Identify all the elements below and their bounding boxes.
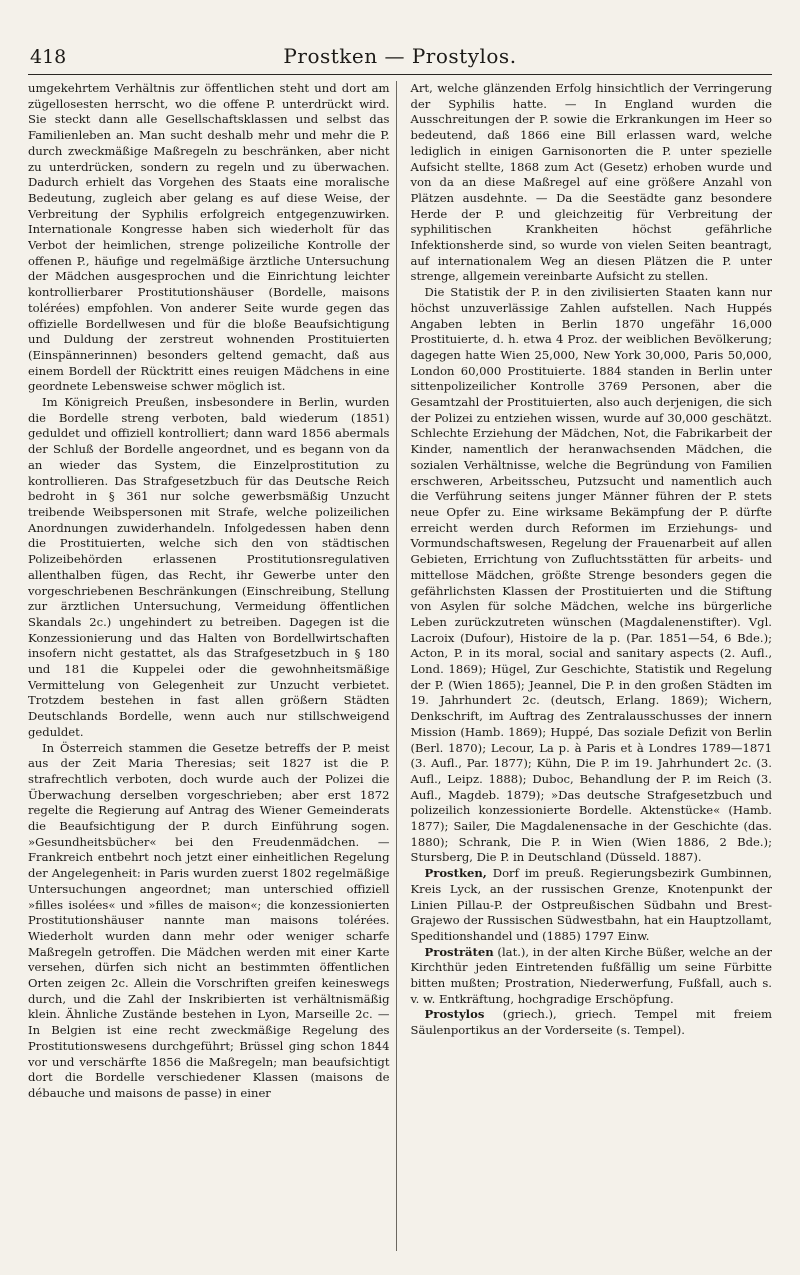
running-head: Prostken — Prostylos. (283, 44, 517, 68)
page-number: 418 (30, 46, 67, 68)
entry-text: Dorf im preuß. Regierungsbezirk Gumbinnen, Kreis Lyck, an der russischen Grenze, Knotenpunkt der Linien Pillau-P. der Ostpreußischen Südbahn und Brest-Grajewo der Russischen Südwestbahn, hat ein Hauptzollamt, Speditionshandel und (1885) 1797 Einw. (410, 866, 772, 943)
entry-prostylos (411, 1007, 773, 1038)
entry-term: Prostylos (424, 1007, 485, 1022)
paragraph: In Österreich stammen die Gesetze betreffs der P. meist aus der Zeit Maria Theresias; seit 1827 ist die P. strafrechtlich verboten, doch wurde auch der Polizei die Überwachung derselben vorgeschrieben; aber erst 1872 regelte die Regierung auf Antrag des Wiener Gemeinderats die Beaufsichtigung der P. durch Einführung sogen. »Gesundheitsbücher« bei den Freudenmädchen. — Frankreich entbehrt noch jetzt einer einheitlichen Regelung der Angelegenheit: in Paris wurden zuerst 1802 regelmäßige Untersuchungen angeordnet; man unterschied offiziell »filles isolées« und »filles de maison«; die konzessionierten Prostitutionshäuser nannte man maisons tolérées. Wiederholt wurden dann mehr oder weniger scharfe Maßregeln getroffen. Die Mädchen werden mit einer Karte versehen, dürfen sich nicht an bestimmten öffentlichen Orten zeigen 2c. Allein die Vorschriften greifen keineswegs durch, und die Zahl der Inskribierten ist verhältnismäßig klein. Ähnliche Zustände bestehen in Lyon, Marseille 2c. — In Belgien ist eine recht zweckmäßige Regelung des Prostitutionswesens durchgeführt; Brüssel ging schon 1844 vor und verschärfte 1856 die Maßregeln; man beaufsichtigt dort die Bordelle verschiedener Klassen (maisons de débauche und maisons de passe) in einer (28, 740, 390, 1100)
paragraph: Die Statistik der P. in den zivilisierten Staaten kann nur höchst unzuverlässige Zahlen aufstellen. Nach Huppés Angaben lebten in Berlin 1870 ungefähr 16,000 Prostituierte, d. h. etwa 4 Proz. der weiblichen Bevölkerung; dagegen hatte Wien 25,000, New York 30,000, Paris 50,000, London 60,000 Prostituierte. 1884 standen in Berlin unter sittenpolizeilicher Kontrolle 3769 Personen, aber die Gesamtzahl der Prostituierten, also auch derjenigen, die sich der Polizei zu entziehen wissen, wurde auf 30,000 geschätzt. Schlechte Erziehung der Mädchen, Not, die Fabrikarbeit der Kinder, namentlich der heranwachsenden Mädchen, die sozialen Verhältnisse, welche die Begründung von Familien erschweren, Arbeitsscheu, Putzsucht und namentlich auch die Verführung seitens junger Männer führen der P. stets neue Opfer zu. Eine wirksame Bekämpfung der P. dürfte erreicht werden durch Reformen im Erziehungs- und Vormundschaftswesen, Regelung der Frauenarbeit auf allen Gebieten, Errichtung von Zufluchtsstätten für arbeits- und mittellose Mädchen, größte Strenge besonders gegen die gefährlichsten Klassen der Prostituierten und die Stiftung von Asylen für solche Mädchen, welche ins bürgerliche Leben zurückzutreten wünschen (Magdalenenstifter). Vgl. Lacroix (Dufour), Histoire de la p. (Par. 1851—54, 6 Bde.); Acton, P. in its moral, social and sanitary aspects (2. Aufl., Lond. 1869); Hügel, Zur Geschichte, Statistik und Regelung der P. (Wien 1865); Jeannel, Die P. in den großen Städten im 19. Jahrhundert 2c. (deutsch, Erlang. 1869); Wichern, Denkschrift, im Auftrag des Zentralausschusses der innern Mission (Hamb. 1869); Huppé, Das soziale Defizit von Berlin (Berl. 1870); Lecour, La p. à Paris et à Londres 1789—1871 (3. Aufl., Par. 1877); Kühn, Die P. im 19. Jahrhundert 2c. (3. Aufl., Leipz. 1888); Duboc, Behandlung der P. im Reich (3. Aufl., Magdeb. 1879); »Das deutsche Strafgesetzbuch und polizeilich konzessionierte Bordelle. Aktenstücke« (Hamb. 1877); Sailer, Die Magdalenensache in der Geschichte (das. 1880); Schrank, Die P. in Wien (Wien 1886, 2 Bde.); Stursberg, Die P. in Deutschland (Düsseld. 1887). (410, 285, 772, 865)
entry-term: Prosträten (424, 944, 494, 959)
entry-text: (lat.), in der alten Kirche Büßer, welche an der Kirchthür jeden Eintretenden fußfällig um seine Fürbitte bitten mußten; Prostration, Niederwerfung, Fußfall, auch s. v. w. Entkräftung, hochgradige Erschöpfung. (410, 944, 772, 1006)
paragraph: Art, welche glänzenden Erfolg hinsichtlich der Verringerung der Syphilis hatte. — In England wurden die Ausschreitungen der P. sowie die Erkrankungen im Heer so bedeutend, daß 1866 eine Bill erlassen ward, welche lediglich in einigen Garnisonorten die P. unter spezielle Aufsicht stellte, 1868 zum Act (Gesetz) erhoben wurde und von da an diese Maßregel auf eine größere Anzahl von Plätzen ausdehnte. — Da die Seestädte ganz besondere Herde der P. und gleichzeitig für Verbreitung der syphilitischen Krankheiten höchst gefährliche Infektionsherde sind, so wurde von vielen Seiten beantragt, auf internationalem Weg an diesen Plätzen die P. unter strenge, allgemein vereinbarte Aufsicht zu stellen. (410, 81, 772, 284)
right-column (409, 81, 773, 1251)
entry-text: (griech.), griech. Tempel mit freiem Säulenportikus an der Vorderseite (s. Tempel). (410, 1007, 772, 1038)
paragraph: Im Königreich Preußen, insbesondere in Berlin, wurden die Bordelle streng verboten, bald wiederum (1851) geduldet und offiziell kontrolliert; dann ward 1856 abermals der Schluß der Bordelle angeordnet, und es begann von da an wieder das System, die Einzelprostitution zu kontrollieren. Das Strafgesetzbuch für das Deutsche Reich bedroht in § 361 nur solche gewerbsmäßig Unzucht treibende Weibspersonen mit Strafe, welche polizeilichen Anordnungen zuwiderhandeln. Infolgedessen haben denn die Prostituierten, welche sich den von städtischen Polizeibehörden erlassenen Prostitutionsregulativen allenthalben fügen, das Recht, ihr Gewerbe unter den vorgeschriebenen Beschränkungen (Einschreibung, Stellung zur ärztlichen Untersuchung, Vermeidung öffentlichen Skandals 2c.) ungehindert zu betreiben. Dagegen ist die Konzessionierung und das Halten von Bordellwirtschaften insofern nicht gestattet, als das Strafgesetzbuch in § 180 und 181 die Kuppelei oder die gewohnheitsmäßige Vermittelung von Gelegenheit zur Unzucht verbietet. Trotzdem bestehen in fast allen größern Städten Deutschlands Bordelle, wenn auch nur stillschweigend geduldet. (28, 395, 390, 739)
text-columns (28, 81, 772, 1251)
entry-term: Prostken, (424, 866, 487, 881)
entry-prostken (411, 866, 773, 945)
entry-prostraten (411, 945, 773, 1008)
left-column (28, 81, 397, 1251)
paragraph: umgekehrtem Verhältnis zur öffentlichen steht und dort am zügellosesten herrscht, wo die offene P. unterdrückt wird. Sie steckt dann alle Gesellschaftsklassen und selbst das Familienleben an. Man sucht deshalb mehr und mehr die P. durch zweckmäßige Maßregeln zu beschränken, aber nicht zu unterdrücken, sondern zu regeln und zu überwachen. Dadurch erhielt das Vorgehen des Staats eine moralische Bedeutung, zugleich aber gelang es auf diese Weise, der Verbreitung der Syphilis erfolgreich entgegenzuwirken. Internationale Kongresse haben sich wiederholt für das Verbot der heimlichen, strenge polizeiliche Kontrolle der offenen P., häufige und regelmäßige ärztliche Untersuchung der Mädchen ausgesprochen und die Einrichtung leichter kontrollierbarer Prostitutionshäuser (Bordelle, maisons tolérées) empfohlen. Von anderer Seite wurde gegen das offizielle Bordellwesen und für die bloße Beaufsichtigung und Duldung der zerstreut wohnenden Prostituierten (Einspännerinnen) besonders geltend gemacht, daß aus einem Bordell der Rücktritt eines reuigen Mädchens in eine geordnete Lebensweise schwer möglich ist. (28, 81, 390, 394)
page-header (28, 40, 772, 75)
